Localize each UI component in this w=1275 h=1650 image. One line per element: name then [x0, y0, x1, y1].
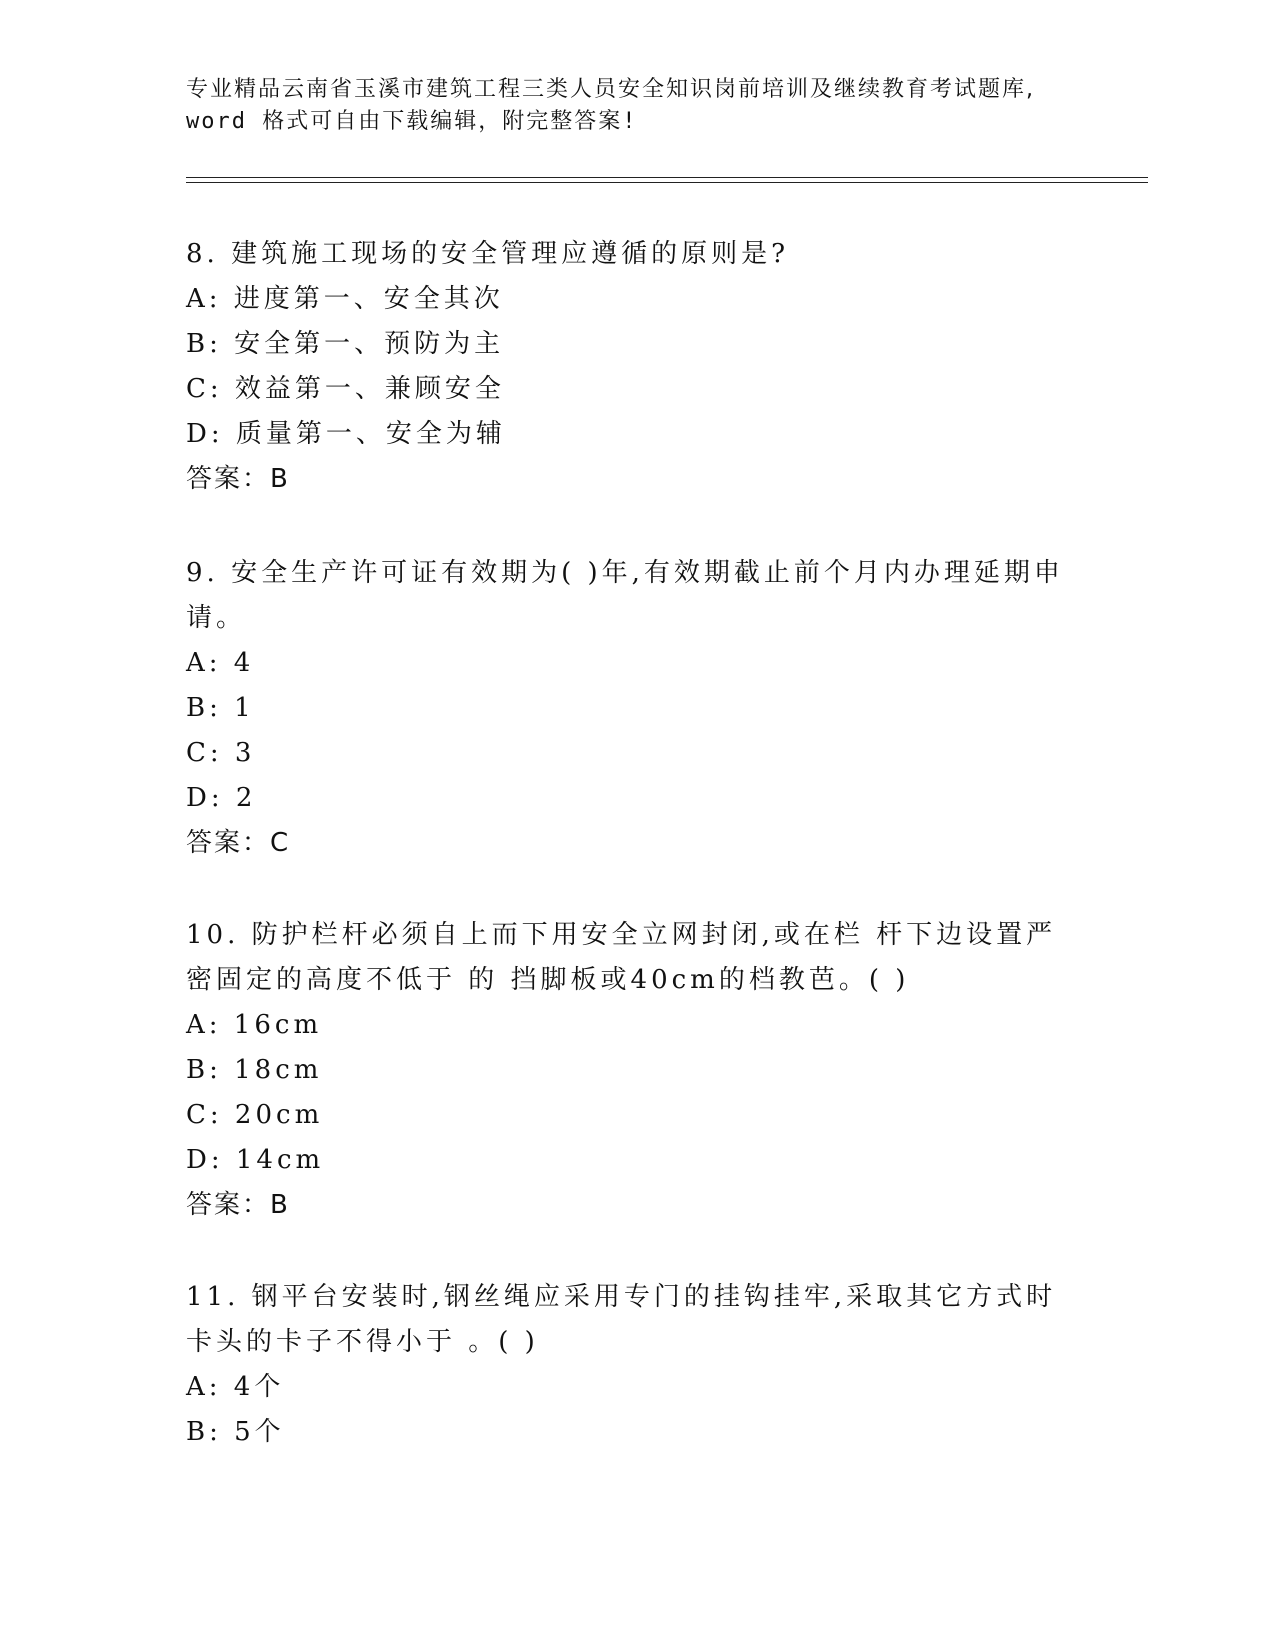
question-number: 11. — [186, 1282, 240, 1312]
question-text — [186, 551, 1066, 641]
header-divider-bottom — [186, 182, 1148, 183]
option-a: A: 4个 — [186, 1372, 285, 1402]
option-c: C: 20cm — [186, 1100, 324, 1130]
option-b: B: 18cm — [186, 1055, 323, 1085]
header-subtitle-line: word 格式可自由下载编辑，附完整答案! — [186, 109, 638, 134]
question-stem: 钢平台安装时,钢丝绳应采用专门的挂钩挂牢,采取其它方式时卡头的卡子不得小于 。( ) — [186, 1282, 1057, 1357]
option-a: A: 进度第一、安全其次 — [186, 284, 504, 314]
question-9 — [186, 551, 1066, 866]
question-8 — [186, 232, 1066, 502]
question-text — [186, 913, 1066, 1003]
question-10 — [186, 913, 1066, 1228]
option-a: A: 16cm — [186, 1010, 323, 1040]
option-c: C: 3 — [186, 738, 256, 768]
question-text — [186, 232, 1066, 277]
question-number: 10. — [186, 920, 240, 950]
option-b: B: 5个 — [186, 1417, 285, 1447]
option-c: C: 效益第一、兼顾安全 — [186, 374, 505, 404]
question-stem: 安全生产许可证有效期为( )年,有效期截止前个月内办理延期申请。 — [186, 558, 1064, 633]
option-a: A: 4 — [186, 648, 255, 678]
option-d: D: 质量第一、安全为辅 — [186, 419, 506, 449]
option-b: B: 安全第一、预防为主 — [186, 329, 505, 359]
answer-line: 答案：B — [186, 1190, 290, 1220]
option-d: D: 2 — [186, 783, 257, 813]
document-header — [186, 74, 1086, 138]
option-b: B: 1 — [186, 693, 255, 723]
question-number: 8. — [186, 239, 219, 269]
option-d: D: 14cm — [186, 1145, 325, 1175]
answer-line: 答案：C — [186, 828, 291, 858]
question-text — [186, 1275, 1066, 1365]
answer-line: 答案：B — [186, 464, 290, 494]
header-divider-top — [186, 177, 1148, 178]
question-11 — [186, 1275, 1066, 1455]
header-title-line: 专业精品云南省玉溪市建筑工程三类人员安全知识岗前培训及继续教育考试题库, — [186, 77, 1035, 102]
question-stem: 防护栏杆必须自上而下用安全立网封闭,或在栏 杆下边设置严密固定的高度不低于 的 挡脚板或40cm的档教芭。( ) — [186, 920, 1057, 995]
question-stem: 建筑施工现场的安全管理应遵循的原则是? — [231, 239, 790, 269]
question-number: 9. — [186, 558, 219, 588]
